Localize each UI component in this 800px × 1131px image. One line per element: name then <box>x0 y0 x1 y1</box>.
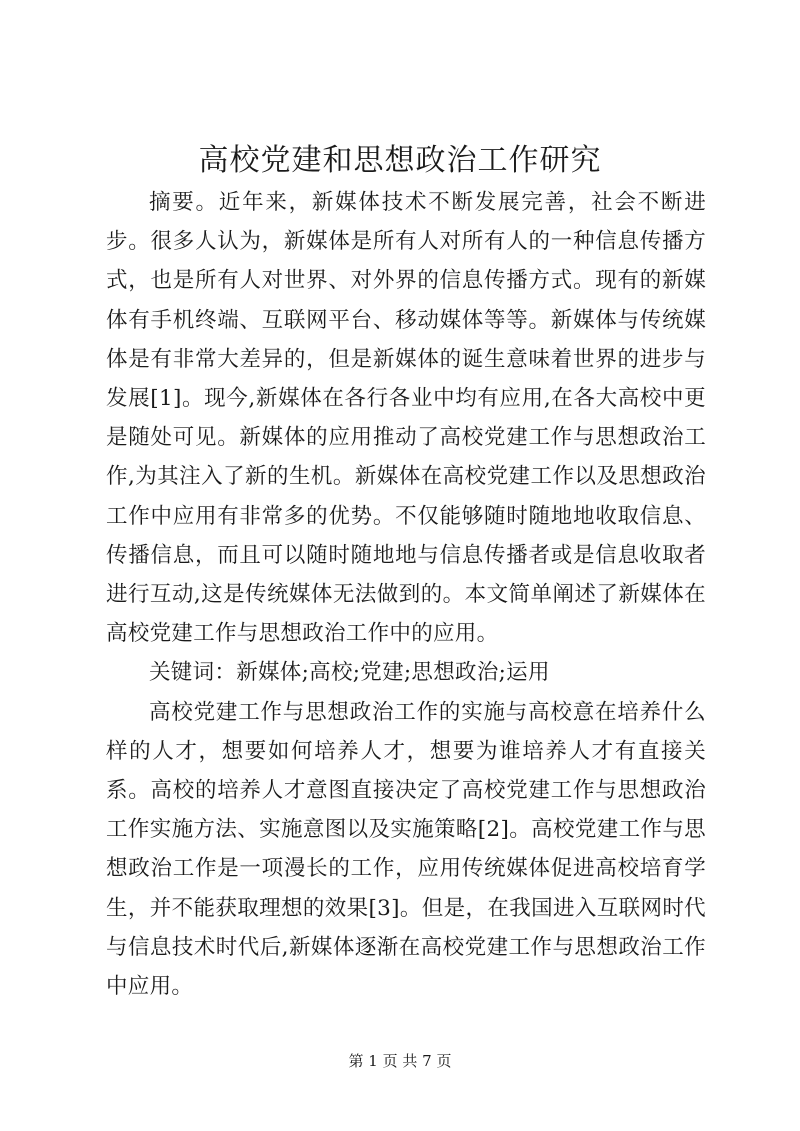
document-body <box>106 183 706 1006</box>
page-number-footer: 第 1 页 共 7 页 <box>348 1052 452 1070</box>
body-paragraph: 高校党建工作与思想政治工作的实施与高校意在培养什么样的人才，想要如何培养人才，想要为谁培养人才有直接关系。高校的培养人才意图直接决定了高校党建工作与思想政治工作实施方法、实施意图以及实施策略[2]。高校党建工作与思想政治工作是一项漫长的工作，应用传统媒体促进高校培育学生，并不能获取理想的效果[3]。但是，在我国进入互联网时代与信息技术时代后,新媒体逐渐在高校党建工作与思想政治工作中应用。 <box>106 699 706 1000</box>
keywords-paragraph: 关键词：新媒体;高校;党建;思想政治;运用 <box>149 660 550 686</box>
abstract-paragraph: 摘要。近年来，新媒体技术不断发展完善，社会不断进步。很多人认为，新媒体是所有人对所有人的一种信息传播方式，也是所有人对世界、对外界的信息传播方式。现有的新媒体有手机终端、互联网平台、移动媒体等等。新媒体与传统媒体是有非常大差异的，但是新媒体的诞生意味着世界的进步与发展[1]。现今,新媒体在各行各业中均有应用,在各大高校中更是随处可见。新媒体的应用推动了高校党建工作与思想政治工作,为其注入了新的生机。新媒体在高校党建工作以及思想政治工作中应用有非常多的优势。不仅能够随时随地地收取信息、传播信息，而且可以随时随地地与信息传播者或是信息收取者进行互动,这是传统媒体无法做到的。本文简单阐述了新媒体在高校党建工作与思想政治工作中的应用。 <box>106 190 706 647</box>
document-title: 高校党建和思想政治工作研究 <box>198 143 602 178</box>
